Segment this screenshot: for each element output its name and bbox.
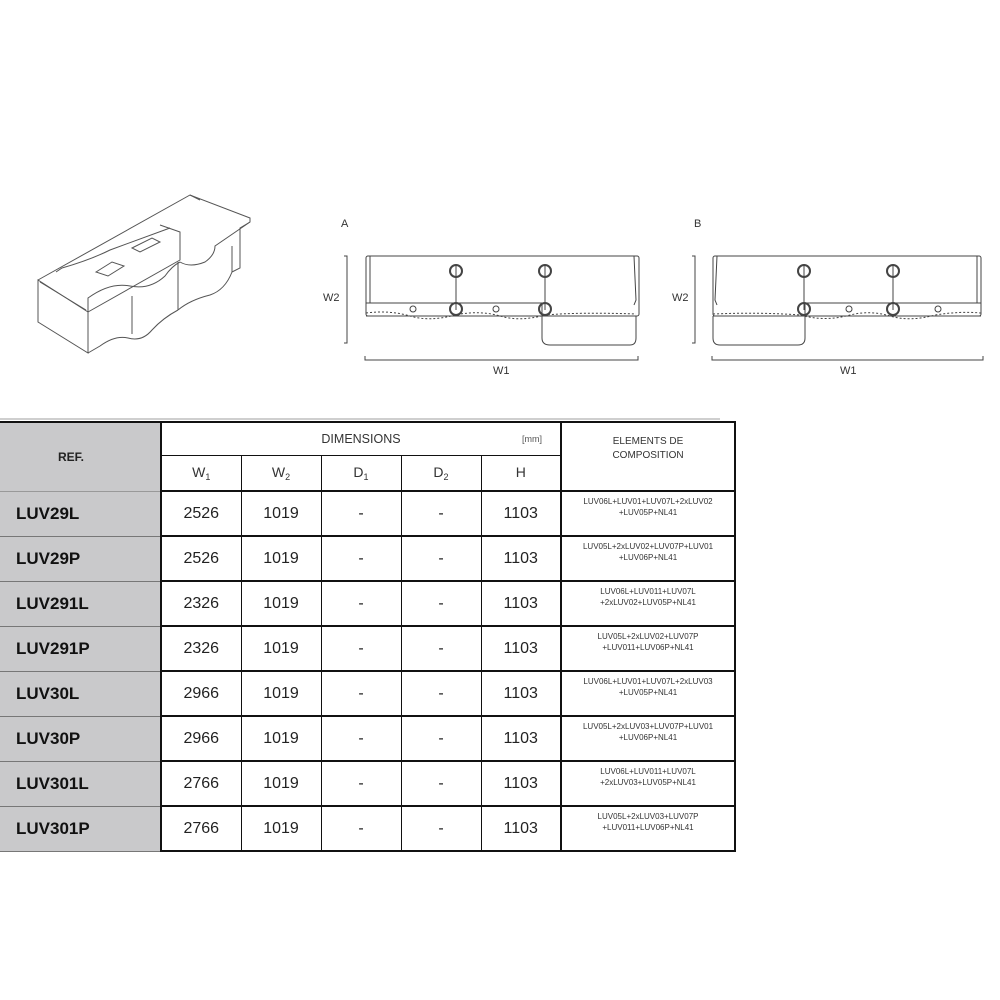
d2-cell: -	[401, 716, 481, 761]
w2-cell: 1019	[241, 671, 321, 716]
specification-table	[0, 421, 736, 852]
w2-cell: 1019	[241, 491, 321, 536]
elements-header-line1: ELEMENTS DE	[612, 436, 684, 447]
d2-cell: -	[401, 626, 481, 671]
w2-cell: 1019	[241, 581, 321, 626]
ref-cell: LUV30L	[0, 671, 161, 716]
product-drawings	[0, 0, 1000, 400]
table-top-rule	[0, 418, 720, 420]
elements-cell: LUV05L+2xLUV02+LUV07P+LUV01 +LUV06P+NL41	[561, 536, 735, 581]
h-cell: 1103	[481, 536, 561, 581]
table-row	[0, 761, 735, 806]
dimensions-header	[161, 422, 561, 456]
w2-cell: 1019	[241, 806, 321, 851]
elements-cell: LUV05L+2xLUV03+LUV07P+LUV01 +LUV06P+NL41	[561, 716, 735, 761]
d1-cell: -	[321, 626, 401, 671]
d1-cell: -	[321, 716, 401, 761]
elements-cell: LUV05L+2xLUV02+LUV07P +LUV011+LUV06P+NL41	[561, 626, 735, 671]
dimensions-title: DIMENSIONS	[321, 432, 401, 446]
h-cell: 1103	[481, 806, 561, 851]
table-row	[0, 581, 735, 626]
w1-column-header: $W_1$	[161, 456, 241, 492]
table-row	[0, 626, 735, 671]
h-cell: 1103	[481, 716, 561, 761]
h-column-header: H	[481, 456, 561, 492]
w1-cell: 2526	[161, 491, 241, 536]
plan-b-width-label: W1	[840, 365, 857, 377]
unit-label: [mm]	[522, 434, 543, 444]
w2-cell: 1019	[241, 716, 321, 761]
w2-cell: 1019	[241, 761, 321, 806]
d1-cell: -	[321, 806, 401, 851]
ref-cell: LUV291P	[0, 626, 161, 671]
ref-cell: LUV301L	[0, 761, 161, 806]
elements-cell: LUV06L+LUV011+LUV07L +2xLUV03+LUV05P+NL41	[561, 761, 735, 806]
w2-cell: 1019	[241, 536, 321, 581]
ref-column-header: REF.	[0, 422, 161, 491]
plan-a-width-label: W1	[493, 365, 510, 377]
ref-cell: LUV29L	[0, 491, 161, 536]
plan-b-drawing	[692, 256, 983, 360]
w1-cell: 2326	[161, 581, 241, 626]
elements-cell: LUV05L+2xLUV03+LUV07P +LUV011+LUV06P+NL41	[561, 806, 735, 851]
table-row	[0, 806, 735, 851]
plan-b-depth-label: W2	[672, 292, 689, 304]
elements-cell: LUV06L+LUV01+LUV07L+2xLUV02 +LUV05P+NL41	[561, 491, 735, 536]
table-row	[0, 491, 735, 536]
elements-header-line2: COMPOSITION	[612, 450, 684, 461]
d2-cell: -	[401, 806, 481, 851]
h-cell: 1103	[481, 626, 561, 671]
plan-a-label: A	[341, 218, 349, 230]
ref-cell: LUV301P	[0, 806, 161, 851]
ref-cell: LUV29P	[0, 536, 161, 581]
w1-cell: 2526	[161, 536, 241, 581]
elements-cell: LUV06L+LUV011+LUV07L +2xLUV02+LUV05P+NL41	[561, 581, 735, 626]
d1-column-header: $D_1$	[321, 456, 401, 492]
table-row	[0, 671, 735, 716]
w1-cell: 2966	[161, 716, 241, 761]
d2-cell: -	[401, 671, 481, 716]
d2-cell: -	[401, 581, 481, 626]
table-row	[0, 716, 735, 761]
h-cell: 1103	[481, 671, 561, 716]
table-header-row	[0, 422, 735, 456]
elements-header	[561, 422, 735, 491]
elements-cell: LUV06L+LUV01+LUV07L+2xLUV03 +LUV05P+NL41	[561, 671, 735, 716]
w2-column-header: $W_2$	[241, 456, 321, 492]
w1-cell: 2766	[161, 806, 241, 851]
plan-b-label: B	[694, 218, 702, 230]
ref-cell: LUV291L	[0, 581, 161, 626]
d1-cell: -	[321, 761, 401, 806]
drawings-svg	[0, 0, 1000, 400]
h-cell: 1103	[481, 581, 561, 626]
w1-cell: 2326	[161, 626, 241, 671]
w1-cell: 2966	[161, 671, 241, 716]
d2-cell: -	[401, 491, 481, 536]
table-row	[0, 536, 735, 581]
desk-perspective-sketch	[38, 195, 250, 353]
h-cell: 1103	[481, 761, 561, 806]
d2-cell: -	[401, 761, 481, 806]
plan-a-depth-label: W2	[323, 292, 340, 304]
w1-cell: 2766	[161, 761, 241, 806]
ref-cell: LUV30P	[0, 716, 161, 761]
d1-cell: -	[321, 671, 401, 716]
w2-cell: 1019	[241, 626, 321, 671]
d2-column-header: $D_2$	[401, 456, 481, 492]
d1-cell: -	[321, 536, 401, 581]
d1-cell: -	[321, 491, 401, 536]
plan-a-drawing	[344, 256, 639, 360]
d2-cell: -	[401, 536, 481, 581]
h-cell: 1103	[481, 491, 561, 536]
d1-cell: -	[321, 581, 401, 626]
